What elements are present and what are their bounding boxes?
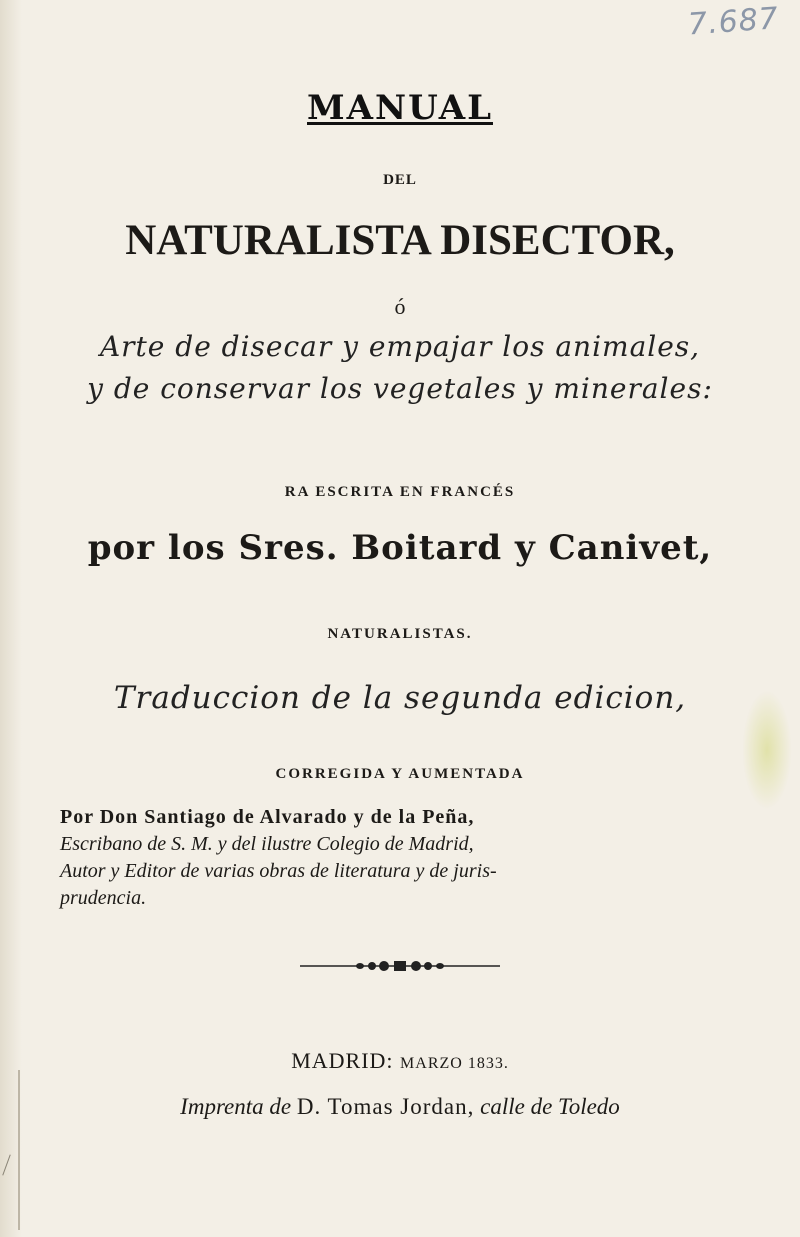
- naturalistas-label: NATURALISTAS.: [327, 626, 473, 642]
- written-in-french: RA ESCRITA EN FRANCÉS: [284, 484, 516, 500]
- edition-line: Traduccion de la segunda edicion,: [113, 680, 687, 716]
- printer-prefix: Imprenta de: [180, 1094, 292, 1119]
- translator-line-4: prudencia.: [60, 887, 147, 909]
- subtitle-line-2: y de conservar los vegetales y minerales:: [87, 372, 713, 405]
- translator-line-2: Escribano de S. M. y del ilustre Colegio de Madrid,: [60, 833, 474, 855]
- corrected-line: CORREGIDA Y AUMENTADA: [275, 766, 525, 782]
- main-title: NATURALISTA DISECTOR,: [125, 217, 675, 264]
- translator-line-3: Autor y Editor de varias obras de literatura y de juris-: [60, 860, 497, 882]
- printer-line: [0, 1094, 800, 1120]
- imprint-date: MARZO 1833.: [400, 1055, 509, 1072]
- imprint-city-date: [0, 1048, 800, 1074]
- subtitle-line-1: Arte de disecar y empajar los animales,: [99, 330, 701, 363]
- authors-line: por los Sres. Boitard y Canivet,: [87, 528, 713, 568]
- printer-name: D. Tomas Jordan,: [296, 1094, 475, 1119]
- shelfmark: 7.687: [686, 1, 781, 43]
- translator-line-1: Por Don Santiago de Alvarado y de la Peña,: [60, 806, 475, 828]
- ornament-divider: [300, 960, 500, 972]
- imprint-city: MADRID:: [291, 1048, 394, 1073]
- printer-suffix: calle de Toledo: [480, 1094, 620, 1119]
- conjunction-o: ó: [394, 294, 406, 319]
- manual-heading: MANUAL: [307, 88, 493, 128]
- del-heading: DEL: [383, 172, 417, 188]
